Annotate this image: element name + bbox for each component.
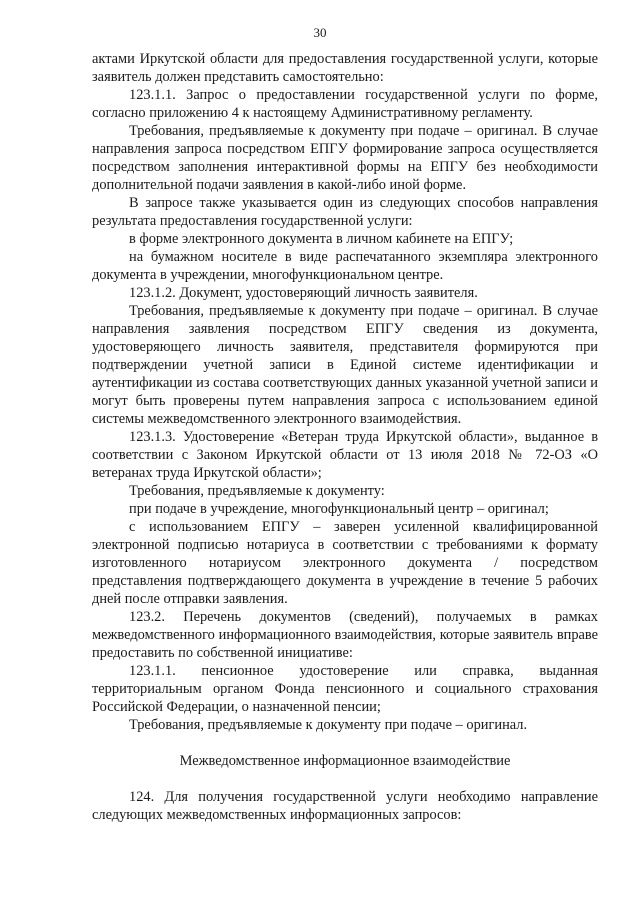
page-number: 30 [313,25,327,40]
paragraph: при подаче в учреждение, многофункциональный центр – оригинал; [129,501,549,517]
paragraph: в форме электронного документа в личном кабинете на ЕПГУ; [129,231,514,247]
paragraph: с использованием ЕПГУ – заверен усиленной квалифицированной электронной подписью нотариуса в соответствии с требованиями к формату изготовленного нотариусом электронного документа / посредством представления подтверждающего документа в учреждение в течение 5 рабочих дней после отправки заявления. [92,519,598,607]
paragraph: Требования, предъявляемые к документу: [129,483,385,499]
paragraph: В запросе также указывается один из следующих способов направления результата предоставления государственной услуги: [92,195,598,229]
paragraph: актами Иркутской области для предоставления государственной услуги, которые заявитель должен представить самостоятельно: [92,51,598,85]
paragraph: Требования, предъявляемые к документу при подаче – оригинал. [129,717,528,733]
paragraph: 123.1.1. Запрос о предоставлении государственной услуги по форме, согласно приложению 4 к настоящему Административному регламенту. [92,87,598,121]
paragraph: 124. Для получения государственной услуги необходимо направление следующих межведомственных информационных запросов: [92,789,598,823]
paragraph: Требования, предъявляемые к документу при подаче – оригинал. В случае направления заявления посредством ЕПГУ сведения из документа, удостоверяющего личность заявителя, представителя формируются при подтверждении учетной записи в Единой системе идентификации и аутентификации из состава соответствующих данных указанной учетной записи и могут быть проверены путем направления запроса с использованием единой системы межведомственного электронного взаимодействия. [92,303,598,427]
paragraph: 123.1.1. пенсионное удостоверение или справка, выданная территориальным органом Фонда пенсионного и социального страхования Российской Федерации, о назначенной пенсии; [92,663,598,715]
document-body [92,50,598,824]
paragraph: на бумажном носителе в виде распечатанного экземпляра электронного документа в учреждении, многофункциональном центре. [92,249,598,283]
section-heading: Межведомственное информационное взаимодействие [179,753,511,769]
paragraph: Требования, предъявляемые к документу при подаче – оригинал. В случае направления запроса посредством ЕПГУ формирование запроса осуществляется посредством заполнения интерактивной формы на ЕПГУ без необходимости дополнительной подачи заявления в какой-либо иной форме. [92,123,598,193]
paragraph: 123.1.3. Удостоверение «Ветеран труда Иркутской области», выданное в соответствии с Законом Иркутской области от 13 июля 2018 № 72-ОЗ «О ветеранах труда Иркутской области»; [92,429,598,481]
paragraph: 123.2. Перечень документов (сведений), получаемых в рамках межведомственного информационного взаимодействия, которые заявитель вправе предоставить по собственной инициативе: [92,609,598,661]
paragraph: 123.1.2. Документ, удостоверяющий личность заявителя. [129,285,478,301]
